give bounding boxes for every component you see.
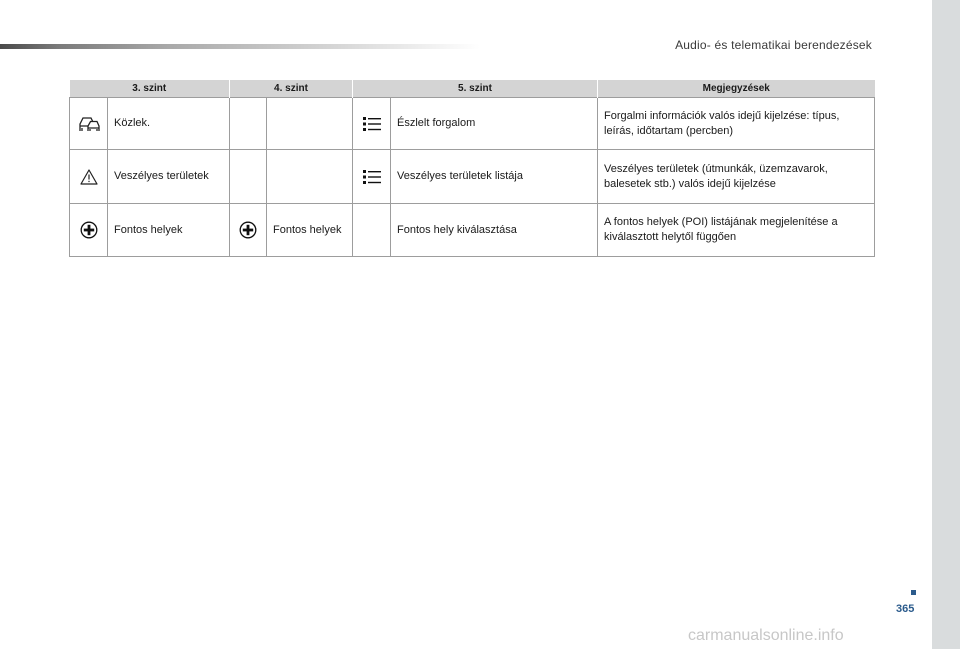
level5-label: Észlelt forgalom (391, 98, 598, 150)
notes-cell: Veszélyes területek (útmunkák, üzemzavarok, balesetek stb.) valós idejű kijelzése (598, 150, 875, 204)
level3-icon-cell (70, 98, 108, 150)
watermark-text: carmanualsonline.info (688, 627, 844, 644)
page-number: 365 (896, 603, 915, 615)
level4-icon-cell (230, 204, 267, 257)
level4-icon-cell (230, 150, 267, 204)
header-level3: 3. szint (70, 80, 230, 98)
list-icon (363, 116, 381, 132)
level4-label: Fontos helyek (267, 204, 353, 257)
level3-icon-cell (70, 150, 108, 204)
level5-label: Veszélyes területek listája (391, 150, 598, 204)
notes-cell: A fontos helyek (POI) listájának megjelenítése a kiválasztott helytől függően (598, 204, 875, 257)
header-notes: Megjegyzések (598, 80, 875, 98)
level4-label (267, 98, 353, 150)
section-title: Audio- és telematikai berendezések (675, 38, 872, 52)
page-marker (911, 590, 916, 595)
level3-icon-cell (70, 204, 108, 257)
level5-icon-cell (353, 204, 391, 257)
poi-plus-icon (239, 221, 257, 239)
level4-icon-cell (230, 98, 267, 150)
side-strip (932, 0, 960, 649)
menu-levels-table (69, 80, 875, 257)
level5-label: Fontos hely kiválasztása (391, 204, 598, 257)
level3-label: Veszélyes területek (108, 150, 230, 204)
warning-triangle-icon (80, 169, 98, 185)
level4-label (267, 150, 353, 204)
header-gradient-bar (0, 44, 480, 49)
header-level5: 5. szint (353, 80, 598, 98)
level3-label: Fontos helyek (108, 204, 230, 257)
level5-icon-cell (353, 98, 391, 150)
notes-cell: Forgalmi információk valós idejű kijelzése: típus, leírás, időtartam (percben) (598, 98, 875, 150)
header-level4: 4. szint (230, 80, 353, 98)
level3-label: Közlek. (108, 98, 230, 150)
table-row (70, 204, 875, 257)
table-row (70, 98, 875, 150)
poi-plus-icon (80, 221, 98, 239)
list-icon (363, 169, 381, 185)
car-traffic-icon (78, 115, 100, 133)
level5-icon-cell (353, 150, 391, 204)
table-row (70, 150, 875, 204)
table-header-row (70, 80, 875, 98)
